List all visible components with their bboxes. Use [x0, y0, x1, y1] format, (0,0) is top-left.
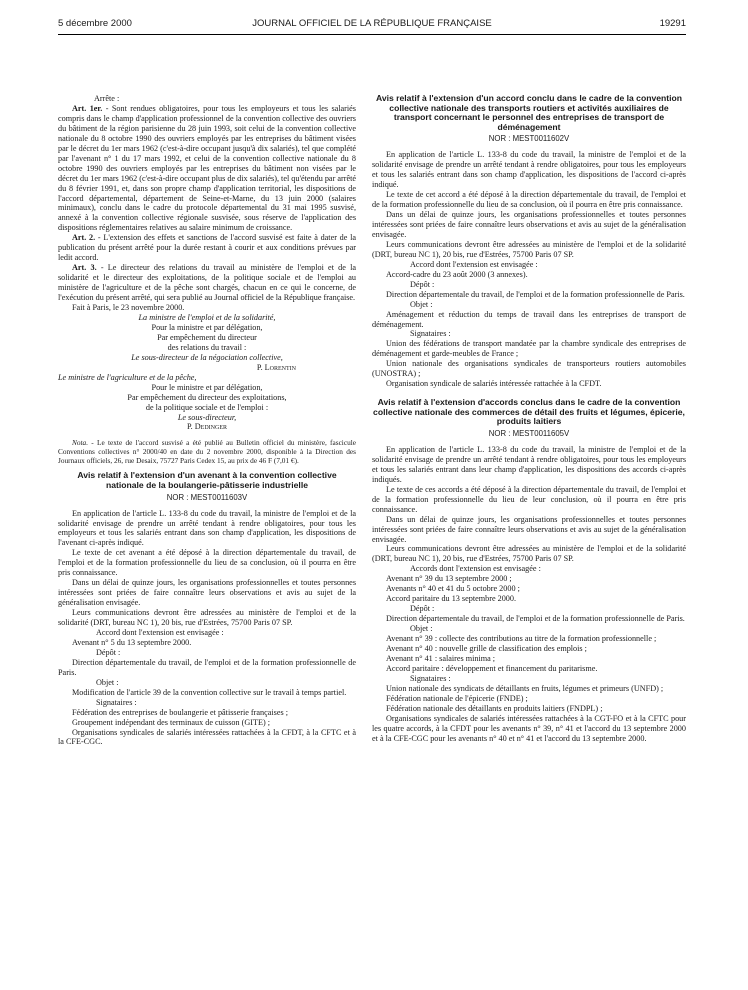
fl-accord-heading: Accords dont l'extension est envisagée :: [410, 564, 541, 574]
dm-accord: Accord-cadre du 23 août 2000 (3 annexes).: [386, 269, 528, 279]
header-title: JOURNAL OFFICIEL DE LA RÉPUBLIQUE FRANÇAISE: [252, 18, 492, 29]
sig2-ministre: Le ministre de l'agriculture et de la pêche,: [58, 372, 197, 382]
arrete-heading: Arrête :: [94, 94, 120, 103]
article-1-text: - Sont rendues obligatoires, pour tous les employeurs et tous les salariés compris dans le champ d'application professionnel de la convention collective des ouvriers du bâtiment de la région parisienne du 28 juin 1993, soit celui de la convention collective nationale du 8 octobre 1990 des ouvriers employés par les entreprises du bâtiment visées par le décret du 1er mars 1962 (c'est-à-dire occupant jusqu'à dix salariés), tel que complété par l'avenant n° 1 du 17 mars 1992, et celui de la convention collective nationale du 8 octobre 1990 des ouvriers employés par les entreprises du bâtiment non visées par le décret du 1er mars 1962 (c'est-à-dire occupant plus de dix salariés), tel qu'étendu par arrêté du 8 février 1991, et, dans son propre champ d'application territorial, les dispositions de l'accord départemental, département de Seine-et-Marne, du 13 juin 2000 (salaires minimaux), conclu dans le cadre du protocole départemental du 31 mai 1995 susvisé, annexé à la convention collective régionale susvisée, sous réserve de l'application des dispositions réglementaires relatives au salaire minimum de croissance.: [58, 103, 356, 233]
article-3-label: Art. 3.: [72, 263, 97, 273]
article-2: [58, 233, 356, 263]
sig2-line3: de la politique sociale et de l'emploi :: [145, 402, 269, 412]
sig1-line4: Le sous-directeur de la négociation collective,: [131, 352, 283, 362]
sig1-line1: Pour la ministre et par délégation,: [151, 322, 263, 332]
sig2-line4: Le sous-directeur,: [177, 412, 237, 422]
nor-demenagement: NOR : MESТ0011602V: [488, 134, 570, 144]
dm-sign-1: Union des fédérations de transport mandatée par la chambre syndicale des entreprises de déménagement et garde-meubles de France ;: [372, 339, 686, 359]
sig2-name: P. Dedinger: [187, 422, 227, 432]
article-2-text: - L'extension des effets et sanctions de l'accord susvisé est faite à dater de la publication du présent arrêté pour la durée restant à courir et aux conditions prévues par ledit accord.: [58, 233, 356, 263]
dm-depot: Direction départementale du travail, de l'emploi et de la formation professionnelle de Paris.: [386, 289, 685, 299]
article-3-text: - Le directeur des relations du travail au ministère de l'emploi et de la solidarité et le directeur des exploitations, de la politique sociale et de l'emploi au ministère de l'agriculture et de la pêche sont chargés, chacun en ce qui le concerne, de l'exécution du présent arrêté, qui sera publié au Journal officiel de la République française.: [58, 263, 356, 303]
dm-para-2: Le texte de cet accord a été déposé à la direction départementale du travail, de l'emploi et de la formation professionnelle du lieu de sa conclusion, où il pourra en être pris connaissance.: [372, 190, 686, 210]
page-number: 19291: [659, 18, 686, 29]
dm-accord-heading: Accord dont l'extension est envisagée :: [410, 259, 538, 269]
fl-para-1: En application de l'article L. 133-8 du code du travail, la ministre de l'emploi et de la solidarité envisage de prendre un arrêté tendant à rendre obligatoires, pour tous les employeurs et tous les salariés entrant dans leur champ d'application, les dispositions des accords ci-après indiqués.: [372, 444, 686, 484]
nor-fruits-legumes: NOR : MESТ0011605V: [488, 428, 570, 438]
bp-objet: Modification de l'article 39 de la convention collective sur le travail à temps partiel.: [72, 687, 347, 697]
dm-depot-heading: Dépôt :: [410, 279, 435, 289]
fait-date: Fait à Paris, le 23 novembre 2000.: [72, 303, 185, 313]
dm-sign-3: Organisation syndicale de salariés intéressée rattachée à la CFDT.: [386, 379, 602, 389]
left-column: [58, 94, 356, 747]
fl-depot-heading: Dépôt :: [410, 604, 435, 614]
fl-accord-3: Accord paritaire du 13 septembre 2000.: [386, 594, 517, 604]
fl-objet-3: Avenant n° 41 : salaires minima ;: [386, 653, 496, 663]
fl-para-3: Dans un délai de quinze jours, les organisations professionnelles et toutes personnes intéressées sont priées de faire connaître leurs observations et avis au sujet de la généralisation envisagée.: [372, 514, 686, 544]
fl-accord-1: Avenant n° 39 du 13 septembre 2000 ;: [386, 574, 512, 584]
bp-sign-2: Groupement indépendant des terminaux de cuisson (GITE) ;: [72, 717, 271, 727]
header-rule: [58, 34, 686, 35]
dm-para-1: En application de l'article L. 133-8 du code du travail, la ministre de l'emploi et de la solidarité envisage de prendre un arrêté tendant à rendre obligatoires, pour tous les employeurs et tous les salariés entrant dans son champ d'application, les dispositions de l'accord ci-après indiqué.: [372, 150, 686, 190]
avis-demenagement-title: Avis relatif à l'extension d'un accord conclu dans le cadre de la convention collective nationale des transports routiers et activités auxiliaires de transport concernant le personnel des entreprises de transport de déménagement: [375, 93, 683, 132]
bp-para-2: Le texte de cet avenant a été déposé à la direction départementale du travail, de l'emploi et de la formation professionnelle du lieu de sa conclusion, où il pourra en être pris connaissance.: [58, 548, 356, 578]
fl-objet-1: Avenant n° 39 : collecte des contributions au titre de la formation professionnelle ;: [386, 634, 657, 644]
fl-para-2: Le texte de ces accords a été déposé à la direction départementale du travail, de l'emploi et de la formation professionnelle du lieu de leur conclusion, où il pourra en être pris connaissance.: [372, 484, 686, 514]
fl-sign-4: Organisations syndicales de salariés intéressées rattachées à la CGT-FO et à la CFTC pour les quatre accords, à la CFDT pour les avenants n° 39, n° 41 et l'accord du 13 septembre 2000 et à la CFE-CGC pour les avenants n° 40 et n° 41 et l'accord du 13 septembre 2000.: [372, 713, 686, 743]
avis-boulangerie-title: Avis relatif à l'extension d'un avenant à la convention collective nationale de la boulangerie-pâtisserie industrielle: [77, 470, 337, 490]
dm-para-4: Leurs communications devront être adressées au ministère de l'emploi et de la solidarité (DRT, bureau NC 1), 20 bis, rue d'Estrées, 75700 Paris 07 SP.: [372, 239, 686, 259]
dm-sign-2: Union nationale des organisations syndicales de transporteurs routiers automobiles (UNOSTRA) ;: [372, 359, 686, 379]
bp-accord-heading: Accord dont l'extension est envisagée :: [96, 627, 224, 637]
dm-objet: Aménagement et réduction du temps de travail dans les entreprises de transport de déménagement.: [372, 309, 686, 329]
dm-sign-heading: Signataires :: [410, 329, 451, 339]
dm-objet-heading: Objet :: [410, 299, 433, 309]
bp-para-3: Dans un délai de quinze jours, les organisations professionnelles et toutes personnes intéressées sont priées de faire connaître leurs observations et avis au sujet de la généralisation envisagée.: [58, 578, 356, 608]
right-column: [372, 94, 686, 744]
nota: [58, 438, 356, 465]
fl-objet-heading: Objet :: [410, 624, 433, 634]
sig1-line3: des relations du travail :: [167, 342, 247, 352]
article-1-label: Art. 1er.: [72, 103, 103, 113]
header-date: 5 décembre 2000: [58, 18, 132, 29]
dm-para-3: Dans un délai de quinze jours, les organisations professionnelles et toutes personnes intéressées sont priées de faire connaître leurs observations et avis au sujet de la généralisation envisagée.: [372, 210, 686, 239]
nor-boulangerie: NOR : MESТ0011603V: [166, 492, 248, 502]
bp-sign-heading: Signataires :: [96, 697, 137, 707]
article-1: [58, 104, 356, 233]
fl-accord-2: Avenants n° 40 et 41 du 5 octobre 2000 ;: [386, 584, 520, 594]
fl-objet-4: Accord paritaire : développement et financement du paritarisme.: [386, 663, 598, 673]
bp-para-4: Leurs communications devront être adressées au ministère de l'emploi et de la solidarité (DRT, bureau NC 1), 20 bis, rue d'Estrées, 75700 Paris 07 SP.: [58, 608, 356, 628]
signature-block-2: [58, 373, 356, 433]
fl-para-4: Leurs communications devront être adressées au ministère de l'emploi et de la solidarité (DRT, bureau NC 1), 20 bis, rue d'Estrées, 75700 Paris 07 SP.: [372, 544, 686, 564]
article-3: [58, 263, 356, 303]
sig1-ministre: La ministre de l'emploi et de la solidarité,: [138, 312, 276, 322]
page-header: [58, 18, 686, 32]
fl-sign-1: Union nationale des syndicats de détaillants en fruits, légumes et primeurs (UNFD) ;: [386, 683, 664, 693]
fl-sign-3: Fédération nationale des détaillants en produits laitiers (FNDPL) ;: [386, 703, 603, 713]
bp-para-1: En application de l'article L. 133-8 du code du travail, la ministre de l'emploi et de la solidarité envisage de prendre un arrêté tendant à rendre obligatoires, pour tous les employeurs et tous les salariés entrant dans son champ d'application, les dispositions de l'avenant ci-après indiqué.: [58, 508, 356, 548]
fl-sign-2: Fédération nationale de l'épicerie (FNDE) ;: [386, 693, 528, 703]
bp-sign-3: Organisations syndicales de salariés intéressées rattachées à la CFDT, à la CFTC et à la CFE-CGC.: [58, 727, 356, 747]
bp-sign-1: Fédération des entreprises de boulangerie et pâtisserie françaises ;: [72, 707, 288, 717]
sig1-line2: Par empêchement du directeur: [157, 332, 257, 342]
avis-fruits-legumes-title: Avis relatif à l'extension d'accords conclus dans le cadre de la convention collective nationale des commerces de détail des fruits et légumes, épicerie, produits laitiers: [373, 397, 685, 427]
bp-accord: Avenant n° 5 du 13 septembre 2000.: [72, 637, 192, 647]
sig1-name: P. Lorentin: [256, 362, 296, 372]
fl-sign-heading: Signataires :: [410, 673, 451, 683]
fl-depot: Direction départementale du travail, de l'emploi et de la formation professionnelle de Paris.: [386, 614, 685, 624]
signature-block-1: [58, 313, 356, 373]
sig2-line1: Pour le ministre et par délégation,: [151, 382, 263, 392]
sig2-line2: Par empêchement du directeur des exploitations,: [127, 392, 287, 402]
nota-label: Nota.: [72, 438, 89, 448]
nota-text: - Le texte de l'accord susvisé a été publié au Bulletin officiel du ministère, fascicule Conventions collectives n° 2000/40 en date du 2 novembre 2000, disponible à la Direction des Journaux officiels, 26, rue Desaix, 75727 Paris Cedex 15, au prix de 46 F (7,01 €).: [58, 438, 356, 466]
bp-depot: Direction départementale du travail, de l'emploi et de la formation professionnelle de Paris.: [58, 657, 356, 677]
bp-depot-heading: Dépôt :: [96, 647, 121, 657]
fl-objet-2: Avenant n° 40 : nouvelle grille de classification des emplois ;: [386, 644, 587, 653]
bp-objet-heading: Objet :: [96, 677, 119, 687]
article-2-label: Art. 2.: [72, 233, 96, 243]
